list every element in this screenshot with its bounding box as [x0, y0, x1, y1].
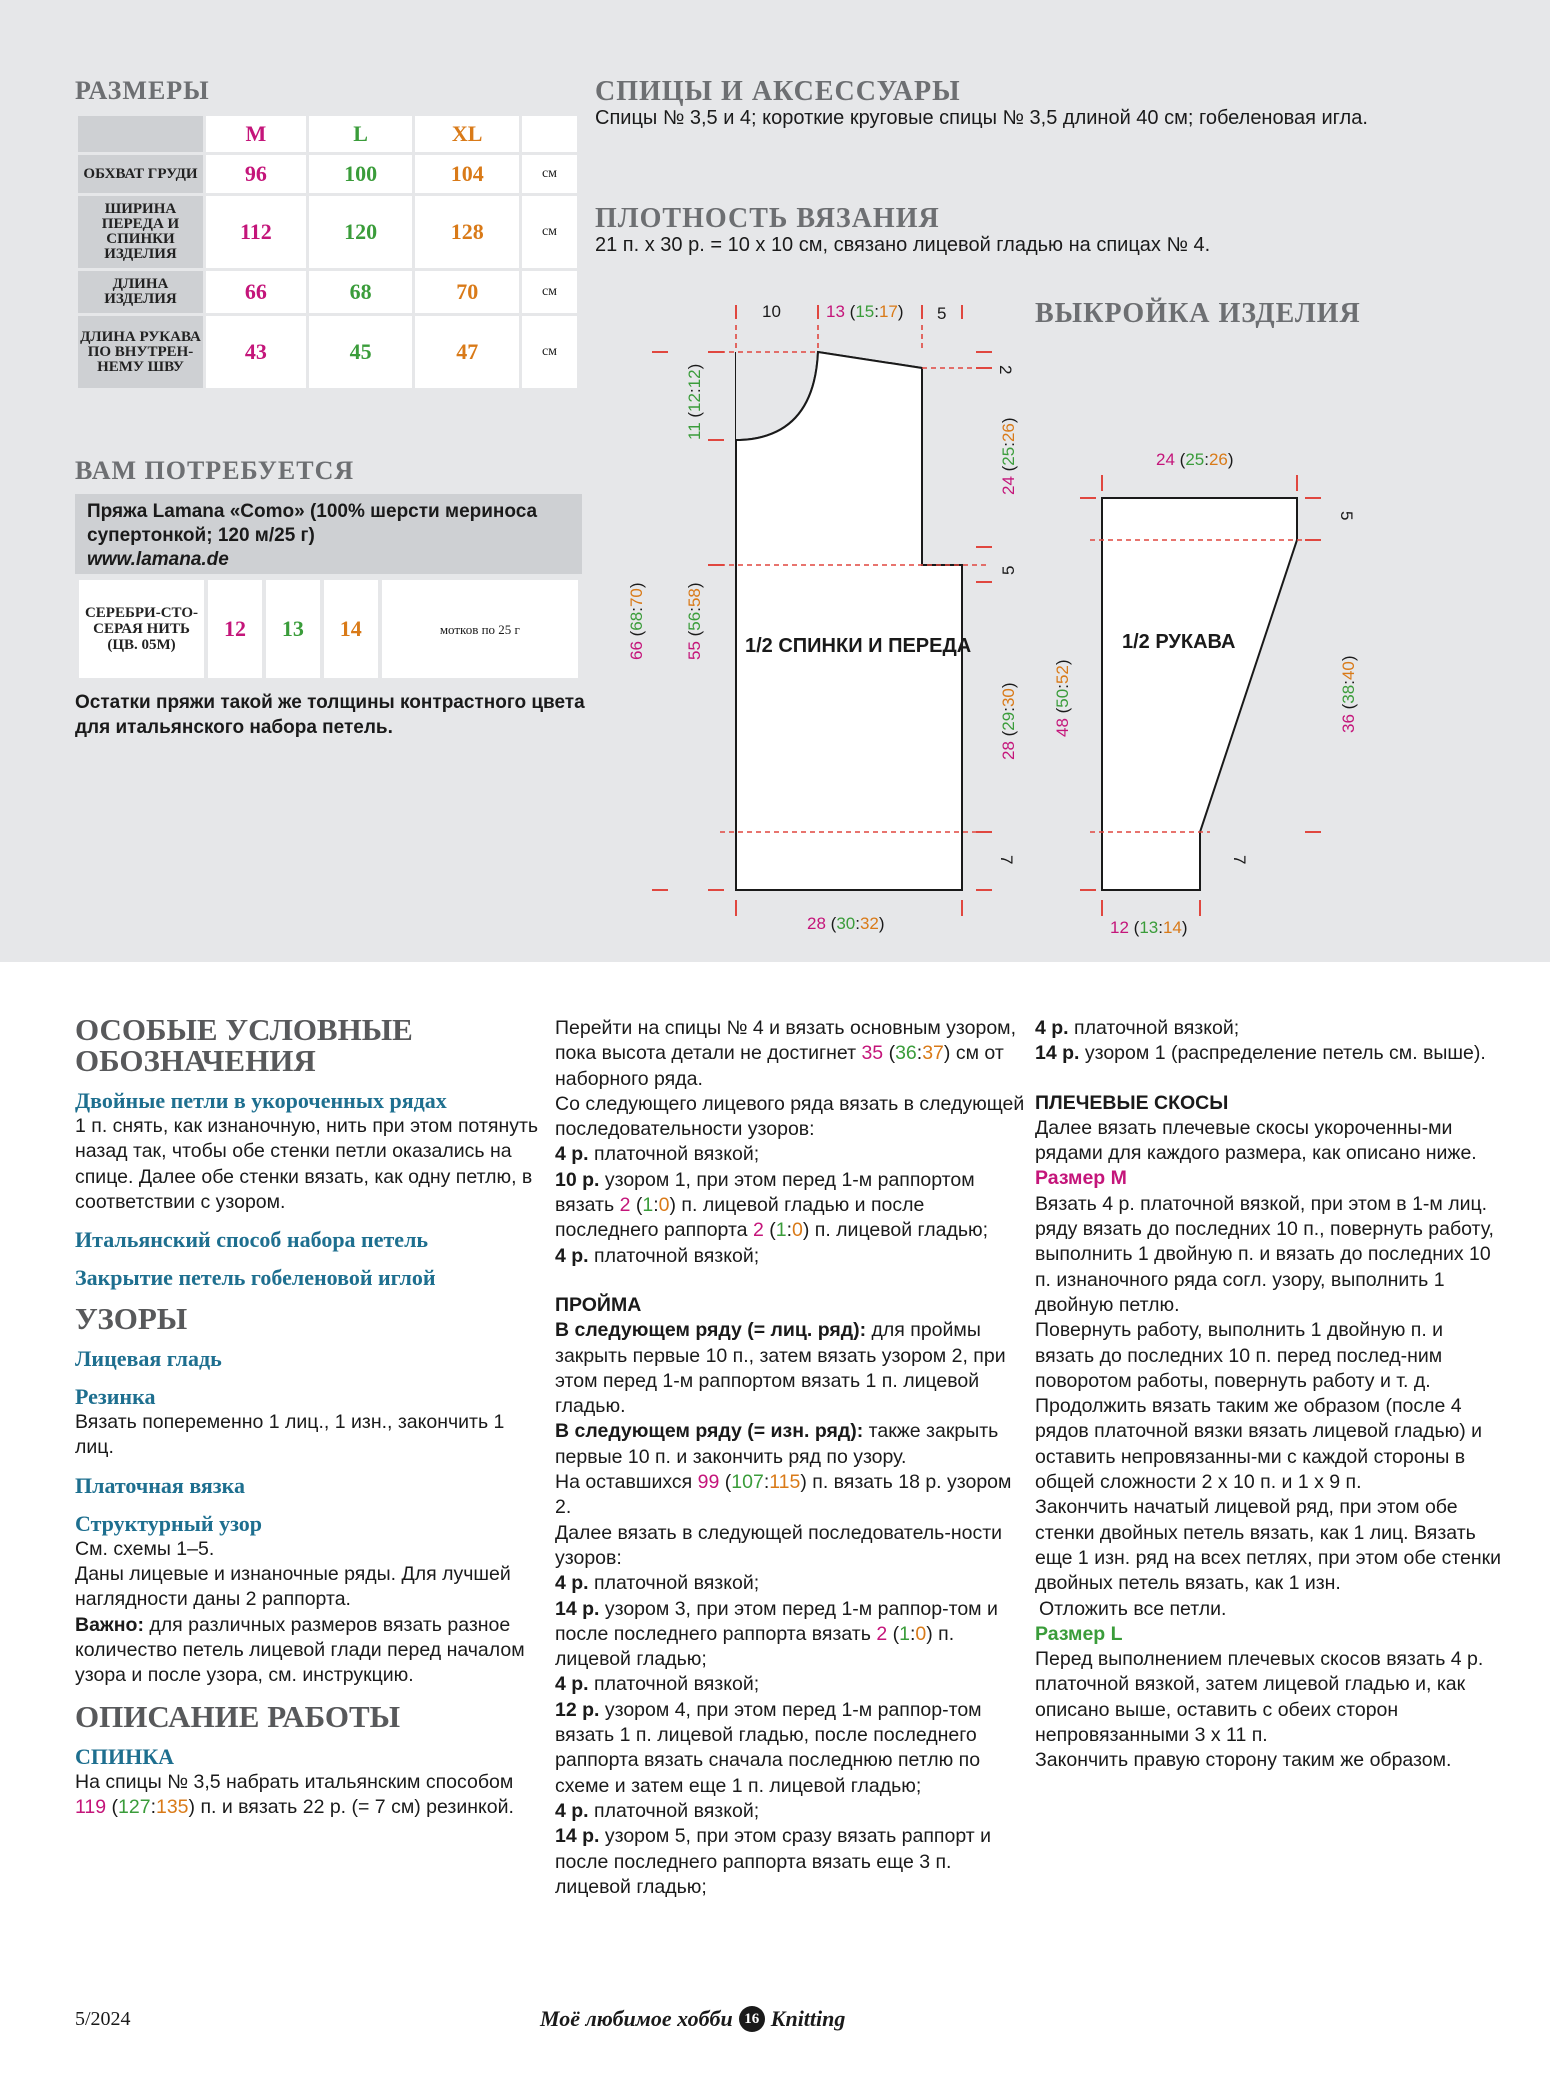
col2-pattern1: 10 р. узором 1, при этом перед 1-м раппортом вязать 2 (1:0) п. лицевой гладью и после последнего раппорта 2 (1:0) п. лицевой гладью; [555, 1168, 989, 1242]
dim-l: 68 [627, 611, 646, 631]
size-m-1: Вязать 4 р. платочной вязкой, при этом в 1-м лиц. ряду вязать до последних 10 п., повернуть работу, выполнить 1 двойную п. и вязать до последних 10 п. изнаночного ряда согл. узору, выполнить 1 двойную петлю. [1035, 1192, 1494, 1316]
unit: см [522, 196, 577, 268]
needles-text: Спицы № 3,5 и 4; короткие круговые спицы № 3,5 длиной 40 см; гобеленовая игла. [595, 107, 1368, 129]
value-m: 66 [206, 271, 306, 313]
value-l: 120 [309, 196, 413, 268]
dim-l: 30 [836, 914, 856, 933]
magazine-name: Моё любимое хобби [540, 2006, 733, 2031]
unit: см [522, 316, 577, 388]
dim-xl: 30 [999, 688, 1018, 708]
dim-l: 38 [1339, 684, 1358, 704]
num-l: 1 [899, 1622, 910, 1645]
dim-xl: 58 [685, 588, 704, 608]
text: Перейти на спицы № 4 и вязать основным узором, пока высота детали не достигнет [555, 1017, 1017, 1065]
num-xl: 0 [658, 1194, 670, 1217]
value-l: 45 [309, 316, 413, 388]
remaining: На оставшихся 99 (107:115) п. вязать 18 р. узором 2. [555, 1471, 1012, 1519]
row-label: ШИРИНА ПЕРЕДА И СПИНКИ ИЗДЕЛИЯ [78, 196, 203, 268]
dim-top-mid: 13 (15:17) [826, 302, 904, 321]
size-m-title: Размер M [1035, 1167, 1127, 1190]
body-label: 1/2 СПИНКИ И ПЕРЕДА [745, 635, 972, 657]
yarn-website: www.lamana.de [87, 549, 229, 570]
shoulders-title: ПЛЕЧЕВЫЕ СКОСЫ [1035, 1091, 1229, 1114]
text: см от наборного ряда. [555, 1042, 1004, 1090]
svg-text:11 (12:12): 11 (12:12) [685, 363, 704, 440]
num-m: 35 [861, 1042, 884, 1065]
rows: 14 р. [555, 1825, 600, 1848]
leftover-note: Остатки пряжи такой же толщины контрастного цвета для итальянского набора петель. [75, 692, 585, 738]
num-xl: 135 [155, 1795, 189, 1818]
num-m: 2 [619, 1194, 631, 1217]
armhole-title: ПРОЙМА [555, 1293, 642, 1316]
dim-m: 13 [826, 302, 845, 321]
italian-cast-on: Итальянский способ набора петель [75, 1227, 429, 1253]
num-m: 119 [75, 1795, 107, 1818]
needles-title: СПИЦЫ И АКСЕССУАРЫ [595, 76, 961, 107]
svg-text:7: 7 [1230, 855, 1249, 865]
unit: см [522, 271, 577, 313]
num-xl: 37 [922, 1042, 944, 1065]
rows: 10 р. [555, 1168, 600, 1191]
size-l-2: Закончить правую сторону таким же образом. [1035, 1749, 1452, 1772]
column-3 [1035, 1016, 1505, 1774]
size-m-2: Повернуть работу, выполнить 1 двойную п. и вязать до последних 10 п. перед послед-ним поворотом работы, повернуть работу и т. д. [1035, 1319, 1444, 1392]
yarn-unit: мотков по 25 г [382, 580, 578, 678]
num-m: 2 [752, 1219, 764, 1242]
dim-xl: 26 [1208, 450, 1228, 469]
back-title: СПИНКА [75, 1743, 175, 1769]
rows: 4 р. [555, 1673, 589, 1696]
value-xl: 70 [415, 271, 519, 313]
rows: 4 р. [1035, 1017, 1069, 1039]
patterns-title: УЗОРЫ [75, 1301, 188, 1337]
row-label: ОБХВАТ ГРУДИ [78, 155, 203, 193]
back-text-a: На спицы № 3,5 набрать итальянским способом [75, 1770, 514, 1793]
dim-sleeve-cap [1337, 511, 1356, 520]
col2-pattern3: 14 р. узором 3, при этом перед 1-м раппор-том и после последнего раппорта вязать 2 (1:0) п. лицевой гладью; [555, 1597, 998, 1671]
col2-garter-3 [555, 1571, 1025, 1596]
dim-m: 55 [685, 641, 704, 660]
armhole-2 [555, 1419, 1025, 1470]
structure-text-3 [75, 1613, 540, 1689]
value-xl: 47 [415, 316, 519, 388]
svg-text:24 (25:26): 24 (25:26) [999, 417, 1018, 495]
dim-xl: 14 [1162, 918, 1182, 937]
dim-xl: 26 [999, 423, 1018, 443]
num-l: 1 [642, 1194, 654, 1217]
yarn-box [75, 494, 582, 574]
back-text: На спицы № 3,5 набрать итальянским способом 119 (127:135) п. и вязать 22 р. (= 7 см) резинкой. [75, 1770, 514, 1818]
dim-armhole [999, 417, 1018, 495]
text: платочной вязкой; [594, 1799, 760, 1822]
structure-title: Структурный узор [75, 1510, 263, 1536]
svg-text:36 (38:40): 36 (38:40) [1339, 655, 1358, 733]
value-m: 96 [206, 155, 306, 193]
value-xl: 128 [415, 196, 519, 268]
svg-text:55 (56:58): 55 (56:58) [685, 582, 704, 660]
text: узором 1, при этом перед 1-м раппортом вязать [555, 1168, 975, 1217]
col2-pattern5 [555, 1824, 1025, 1900]
num-m: 2 [876, 1622, 888, 1645]
value-m: 43 [206, 316, 306, 388]
text: платочной вязкой; [594, 1572, 760, 1595]
svg-text:5: 5 [1337, 511, 1356, 521]
text: узором 5, при этом сразу вязать раппорт и после последнего раппорта вязать еще 3 п. лицевой гладью; [555, 1825, 991, 1898]
garter-title: Платочная вязка [75, 1472, 245, 1498]
sizes-title: РАЗМЕРЫ [75, 76, 210, 105]
rows: 4 р. [555, 1572, 589, 1595]
rows: 14 р. [1035, 1042, 1080, 1065]
sizes-row [78, 271, 577, 313]
value-l: 100 [309, 155, 413, 193]
structure-text-2: Даны лицевые и изнаночные ряды. Для лучшей наглядности даны 2 раппорта. [75, 1563, 511, 1611]
sizes-header-row [78, 116, 577, 152]
svg-text:7: 7 [997, 855, 1016, 865]
important-label: Важно: [75, 1613, 144, 1636]
footer-brand [540, 2006, 845, 2032]
dim-sleeve-len [1053, 659, 1072, 737]
size-xl-header: XL [415, 116, 519, 152]
num-l: 107 [731, 1471, 764, 1494]
text: платочной вязкой; [594, 1673, 760, 1696]
dim-side [999, 682, 1018, 760]
num-l: 127 [118, 1795, 151, 1818]
size-m-4: Закончить начатый лицевой ряд, при этом обе стенки двойных петель вязать, как 1 лиц. Вязать еще 1 изн. ряд на всех петлях, при этом обе стенки двойных петель вязать, как 1 изн. [1035, 1496, 1502, 1595]
legend-title: ОСОБЫЕ УСЛОВНЫЕ ОБОЗНАЧЕНИЯ [75, 1012, 413, 1078]
size-l-title: Размер L [1035, 1622, 1123, 1645]
dim-xl: 12 [685, 369, 704, 389]
dim-l: 29 [999, 711, 1018, 731]
sizes-corner [78, 116, 203, 152]
yarn-l: 13 [266, 580, 320, 678]
column-2 [555, 1016, 1025, 1900]
issue-number: 5/2024 [75, 2008, 131, 2030]
unit: см [522, 155, 577, 193]
text: п. вязать 18 р. узором 2. [555, 1471, 1012, 1519]
col2-garter-2 [555, 1244, 1025, 1269]
shoulders-text: Далее вязать плечевые скосы укороченны-ми рядами для каждого размера, как описано ниже. [1035, 1116, 1477, 1165]
rows: 14 р. [555, 1597, 600, 1620]
dim-xl: 52 [1053, 665, 1072, 685]
dim-xl: 40 [1339, 661, 1358, 681]
dim-m: 24 [999, 476, 1018, 495]
text: платочной вязкой; [594, 1143, 760, 1166]
text: п. лицевой гладью и после последнего раппорта [555, 1194, 925, 1242]
dim-m: 12 [1110, 918, 1129, 937]
dim-sleeve-top: 24 (25:26) [1156, 450, 1234, 469]
dim-sleeve-rib [1230, 855, 1249, 864]
col2-pattern4 [555, 1698, 1025, 1799]
dim-bottom: 28 (30:32) [807, 914, 885, 933]
dim-neck [685, 364, 704, 440]
num-xl: 115 [769, 1471, 801, 1494]
text: также закрыть первые 10 п. и закончить ряд по узору. [555, 1420, 999, 1468]
rib-title: Резинка [75, 1384, 156, 1410]
col2-p2: Со следующего лицевого ряда вязать в следующей последовательности узоров: [555, 1092, 1025, 1141]
dim-l: 15 [855, 302, 875, 321]
size-l-1: Перед выполнением плечевых скосов вязать 4 р. платочной вязкой, затем лицевой гладью и, как описано выше, оставить с обеих сторон непровязанными 3 х 11 п. [1035, 1648, 1484, 1747]
num-m: 99 [697, 1471, 720, 1494]
rows: 4 р. [555, 1143, 589, 1166]
dim-sleeve-bottom: 12 (13:14) [1110, 918, 1188, 937]
col2-p1: Перейти на спицы № 4 и вязать основным узором, пока высота детали не достигнет 35 (36:37) см от наборного ряда. [555, 1017, 1017, 1090]
size-m-5: Отложить все петли. [1039, 1597, 1227, 1620]
important-text: для различных размеров вязать разное количество петель лицевой глади перед началом узора и после узора, см. инструкцию. [75, 1613, 525, 1687]
svg-text:5: 5 [999, 565, 1018, 575]
yarn-xl: 14 [324, 580, 378, 678]
dim-total [627, 582, 646, 660]
num-xl: 0 [792, 1219, 803, 1242]
dim-m: 11 [685, 422, 704, 440]
dim-xl: 17 [878, 302, 898, 321]
sequence: Далее вязать в следующей последователь-ности узоров: [555, 1521, 1003, 1569]
value-l: 68 [309, 271, 413, 313]
size-m-3: Продолжить вязать таким же образом (после 4 рядов платочной вязки вязать лицевой гладью) и оставить непровязанны-ми с каждой стороны в общей сложности 2 х 10 п. и 1 х 9 п. [1035, 1395, 1483, 1494]
dim-m: 28 [807, 914, 826, 933]
yarn-table [75, 580, 582, 678]
unit-header [522, 116, 577, 152]
text: платочной вязкой; [1074, 1017, 1240, 1039]
dim-shoulder [996, 365, 1015, 374]
text: п. лицевой гладью; [814, 1219, 989, 1242]
color-label: СЕРЕБРИ-СТО-СЕРАЯ НИТЬ (ЦВ. 05М) [79, 580, 204, 678]
pattern-schematic [600, 285, 1360, 945]
dim-l: 12 [685, 393, 704, 412]
rows: 4 р. [555, 1244, 589, 1267]
value-xl: 104 [415, 155, 519, 193]
dim-l: 56 [685, 611, 704, 631]
sizes-row [78, 155, 577, 193]
rows: 12 р. [555, 1698, 600, 1721]
sizes-row [78, 196, 577, 268]
double-stitch-title: Двойные петли в укороченных рядах [75, 1088, 447, 1113]
dim-xl: 32 [859, 914, 879, 933]
dim-l: 50 [1053, 688, 1072, 708]
sizes-row [78, 316, 577, 388]
dim-m: 66 [627, 641, 646, 660]
text: узором 1 (распределение петель см. выше). [1084, 1042, 1486, 1065]
dim-top-right: 5 [937, 304, 947, 323]
stockinette-title: Лицевая гладь [75, 1346, 222, 1372]
label: В следующем ряду (= изн. ряд): [555, 1420, 864, 1443]
col3-garter [1035, 1016, 1505, 1041]
num-xl: 0 [915, 1622, 927, 1645]
page-number: 16 [739, 2006, 765, 2032]
yarn-description: Пряжа Lamana «Como» (100% шерсти мериноса супертонкой; 120 м/25 г) [87, 501, 538, 546]
dim-m: 28 [999, 741, 1018, 760]
text: п. лицевой гладью; [555, 1622, 955, 1671]
svg-text:66 (68:70): 66 (68:70) [627, 582, 646, 660]
label: В следующем ряду (= лиц. ряд): [555, 1319, 867, 1342]
row-label: ДЛИНА ИЗДЕЛИЯ [78, 271, 203, 313]
tapestry-bind-off: Закрытие петель гобеленовой иглой [75, 1265, 436, 1291]
back-text-b: п. и вязать 22 р. (= 7 см) резинкой. [200, 1795, 514, 1818]
rows: 4 р. [555, 1799, 589, 1822]
column-1 [75, 1014, 540, 1820]
col2-garter-5 [555, 1799, 1025, 1824]
dim-l: 13 [1139, 918, 1159, 937]
value-m: 112 [206, 196, 306, 268]
work-title: ОПИСАНИЕ РАБОТЫ [75, 1698, 401, 1734]
gauge-title: ПЛОТНОСТЬ ВЯЗАНИЯ [595, 203, 940, 234]
text: для проймы закрыть первые 10 п., затем вязать узором 2, при этом перед 1-м раппортом вязать 1 п. лицевой гладью. [555, 1319, 1006, 1418]
dim-m: 36 [1339, 714, 1358, 733]
gauge-text: 21 п. х 30 р. = 10 х 10 см, связано лицевой гладью на спицах № 4. [595, 234, 1211, 256]
dim-sleeve-side [1339, 655, 1358, 733]
dim-l: 25 [1185, 450, 1205, 469]
section-name: Knitting [770, 2006, 846, 2031]
size-l-header: L [309, 116, 413, 152]
text: На оставшихся [555, 1471, 693, 1494]
sizes-table [75, 113, 580, 391]
sleeve-label: 1/2 РУКАВА [1122, 631, 1236, 653]
yarn-row [79, 580, 578, 678]
dim-l: 25 [999, 446, 1018, 466]
armhole-1 [555, 1318, 1025, 1419]
dim-lower [685, 582, 704, 660]
svg-text:28 (29:30): 28 (29:30) [999, 682, 1018, 760]
text: платочной вязкой; [594, 1244, 760, 1267]
rib-text: Вязать попеременно 1 лиц., 1 изн., закончить 1 лиц. [75, 1411, 505, 1459]
row-label: ДЛИНА РУКАВА ПО ВНУТРЕН-НЕМУ ШВУ [78, 316, 203, 388]
dim-step [999, 566, 1018, 575]
text: узором 3, при этом перед 1-м раппор-том и после последнего раппорта вязать [555, 1597, 998, 1645]
col3-pattern1 [1035, 1041, 1505, 1066]
yarn-m: 12 [208, 580, 262, 678]
structure-text-1: См. схемы 1–5. [75, 1537, 215, 1560]
dim-m: 24 [1156, 450, 1175, 469]
svg-text:48 (50:52): 48 (50:52) [1053, 659, 1072, 737]
dim-xl: 70 [627, 588, 646, 608]
pattern-title: ВЫКРОЙКА ИЗДЕЛИЯ [1035, 298, 1361, 329]
double-stitch-text: 1 п. снять, как изнаночную, нить при этом потянуть назад так, чтобы обе стенки петли оказались на спице. Далее обе стенки вязать, как одну петлю, в соответствии с узором. [75, 1115, 539, 1213]
dim-top-left: 10 [762, 302, 781, 321]
need-title: ВАМ ПОТРЕБУЕТСЯ [75, 456, 355, 485]
svg-text:2: 2 [996, 365, 1015, 375]
dim-rib [997, 855, 1016, 864]
num-l: 1 [775, 1219, 787, 1242]
num-l: 36 [895, 1042, 917, 1065]
col2-garter-4 [555, 1672, 1025, 1697]
text: узором 4, при этом перед 1-м раппор-том вязать 1 п. лицевой гладью, после последнего раппорта вязать сначала последнюю петлю по схеме и затем еще 1 п. лицевой гладью; [555, 1698, 982, 1797]
col2-garter-1 [555, 1142, 1025, 1167]
size-m-header: M [206, 116, 306, 152]
dim-m: 48 [1053, 718, 1072, 737]
